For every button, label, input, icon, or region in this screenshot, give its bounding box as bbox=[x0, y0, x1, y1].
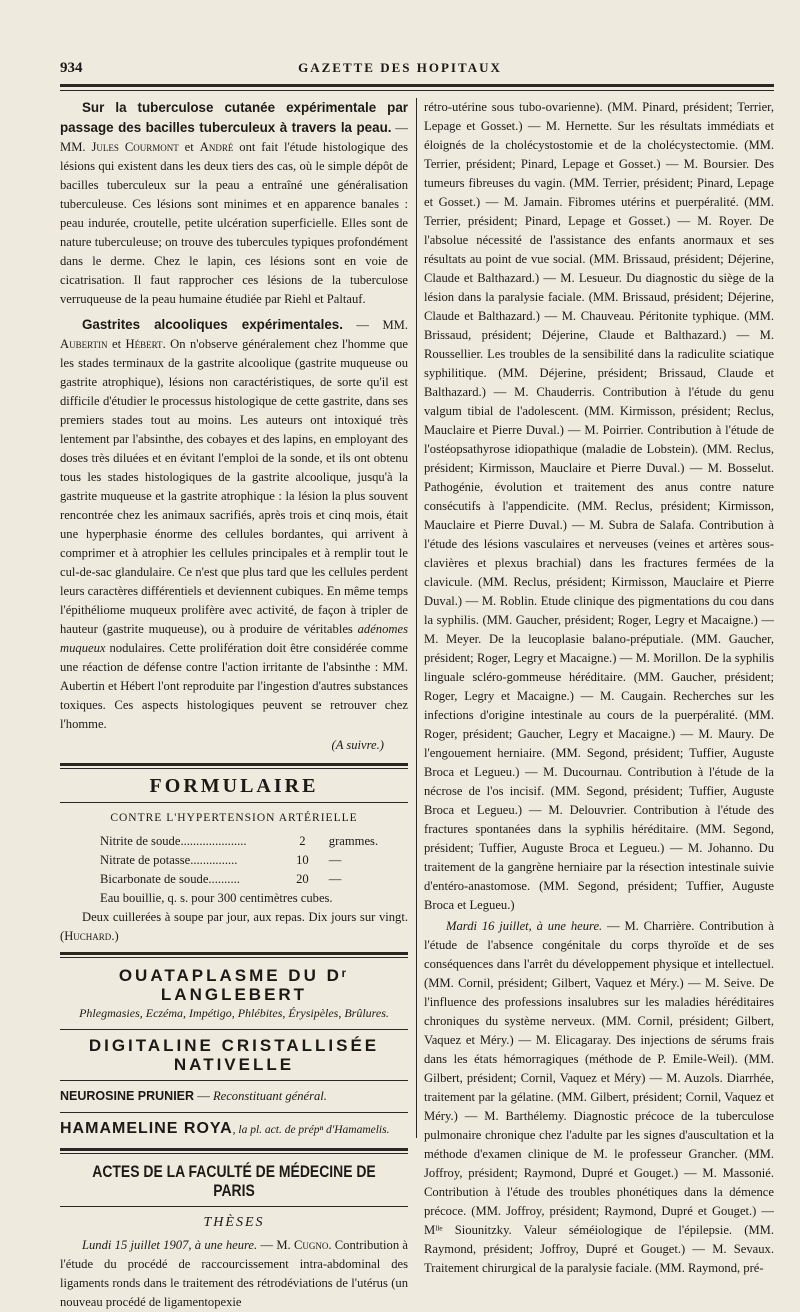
quantity: 2 bbox=[299, 834, 306, 848]
author-name: Cugno bbox=[293, 1238, 329, 1252]
ad-ouataplasme-sub: Phlegmasies, Eczéma, Impétigo, Phlébites, Érysipèles, Brûlures. bbox=[79, 1006, 389, 1020]
quantity: 20 bbox=[296, 872, 309, 886]
ingredient: Nitrite de soude..................... bbox=[100, 834, 247, 848]
ad-rule-thin bbox=[60, 1029, 408, 1030]
unit: — bbox=[328, 872, 342, 886]
dash: — bbox=[194, 1089, 213, 1103]
unit: — bbox=[328, 853, 342, 867]
page-number: 934 bbox=[60, 60, 83, 76]
article-body: ont fait l'étude histologique des lésions qui existent dans les deux tiers des cas, où le simple dépôt de bacilles tuberculeux sur la peau a entraîné une généralisation tuberculeuse. Ces lésions sont minimes et en apparence banales : peau indurée, croutelle, petite ulcération superficielle. Elles sont de nature tuberculeuse; on trouve des tubercules typiques profondément dans le derme. Chez le lapin, ces lésions sont en voie de cicatrisation. Il faut rapprocher ces lésions de la tuberculose verruqueuse de la peau humaine étudiée par Riehl et Paltauf. bbox=[60, 140, 408, 306]
formula-row bbox=[60, 851, 408, 870]
punctuation: .) bbox=[111, 929, 119, 943]
session-date: Mardi 16 juillet, à une heure. bbox=[446, 919, 603, 933]
ad-digitaline: DIGITALINE CRISTALLISÉE NATIVELLE bbox=[88, 1036, 380, 1074]
author-name: Huchard bbox=[64, 929, 112, 943]
ingredient: Bicarbonate de soude.......... bbox=[100, 872, 240, 886]
session-date: Lundi 15 juillet 1907, à une heure. bbox=[82, 1238, 258, 1252]
ad-hamameline-sub: , la pl. act. de prépⁿ d'Hamamelis. bbox=[232, 1124, 390, 1136]
column-divider bbox=[416, 98, 417, 1138]
header-rule-thin bbox=[60, 90, 774, 91]
running-title: GAZETTE DES HOPITAUX bbox=[298, 60, 502, 75]
section-rule-thin bbox=[60, 802, 408, 803]
section-rule bbox=[60, 763, 408, 769]
formula-row bbox=[60, 832, 408, 851]
quantity: 10 bbox=[296, 853, 309, 867]
ad-rule-thin bbox=[60, 1112, 408, 1113]
author-name: Aubertin bbox=[60, 337, 108, 351]
right-column bbox=[424, 98, 774, 1278]
section-rule-thin bbox=[60, 1206, 408, 1207]
theses-list-monday: rétro-utérine sous tubo-ovarienne). (MM. Pinard, président; Terrier, Lepage et Gosset.) — M. Hernette. Sur les résultats immédiats et éloignés de la cholécystostomie et de la cholécystectomie. (MM. Terrier, président; Pinard, Lepage et Gosset.) — M. Boursier. Des tumeurs fibreuses du vagin. (MM. Terrier, président; Pinard, Lepage et Gosset.) — M. Jamain. Fibromes utérins et puerpéralité. (MM. Terrier, président; Pinard, Lepage et Gosset.) — M. Royer. De l'absolue nécessité de l'assistance des enfants anormaux et ses résultats au point de vue social. (MM. Brissaud, président; Déjerine, Claude et Balthazard.) — M. Lesueur. Du diagnostic du siège de la lésion dans la paralysie faciale. (MM. Brissaud, président; Déjerine, Claude et Balthazard.) — M. Chauveau. Péritonite typhique. (MM. Brissaud, président; Déjerine, Claude et Balthazard.) — M. Roussellier. Les troubles de la sensibilité dans la radiculite sciatique syphilitique. (MM. Déjerine, président; Brissaud, Claude et Balthazard.) — M. Chauderris. Contribution à l'étude du genu valgum tibial de l'adolescent. (MM. Kirmisson, président; Reclus, Mauclaire et Pierre Duval.) — M. Poirrier. Contribution à l'étude de l'ostéopsathyrose idiopathique (maladie de Lobstein). (MM. Reclus, président; Kirmisson, Mauclaire et Pierre Duval.) — M. Bosselut. Pathogénie, évolution et traitement des anus contre nature consécutifs à l'appendicite. (MM. Reclus, président; Kirmisson, Mauclaire et Pierre Duval.) — M. Subra de Salafa. Contribution à l'étude des lésions vasculaires et nerveuses (veines et artères sous-clavières et plexus brachial) dans les fractures fermées de la clavicule. (MM. Reclus, président; Kirmisson, Mauclaire et Pierre Duval.) — M. Roblin. Etude clinique des pigmentations du cou dans la syphilis. (MM. Gaucher, président; Roger, Legry et Macaigne.) — M. Meyer. De la leucoplasie balano-préputiale. (MM. Gaucher, président; Roger, Legry et Macaigne.) — M. Morillon. De la syphilis linguale scléro-gommeuse héréditaire. (MM. Gaucher, président; Roger, Legry et Macaigne.) — M. Caugain. Recherches sur les infections d'origine intestinale au cours de la puerpéralité. (MM. Roger, président; Gaucher, Legry et Macaigne.) — M. Maury. De l'engouement herniaire. (MM. Segond, président; Tuffier, Auguste Broca et Legueu.) — M. Ducournau. Contribution à l'étude de la nécrose de l'os incisif. (MM. Segond, président; Tuffier, Auguste Broca et Legueu.) — M. Delouvrier. Contribution à l'étude des fractures spontanées dans la syphilis héréditaire. (MM. Segond, président; Tuffier, Auguste Broca et Legueu.) — M. Johanno. Du traitement de la gangrène herniaire par la résection intestinale suivie d'entéro-anastomose. (MM. Segond, président; Tuffier, Auguste Broca et Legueu.) bbox=[424, 100, 774, 912]
article-headline: Sur la tuberculose cutanée expérimentale par passage des bacilles tuberculeux à travers la peau. bbox=[60, 100, 408, 135]
left-column bbox=[60, 98, 408, 1312]
article-headline: Gastrites alcooliques expérimentales. bbox=[82, 317, 343, 332]
dash: — MM. bbox=[342, 318, 408, 332]
theses-heading: THÈSES bbox=[203, 1215, 265, 1230]
formula-water: Eau bouillie, q. s. pour 300 centimètres cubes. bbox=[100, 891, 333, 905]
article-tuberculose bbox=[60, 98, 408, 309]
dash: — MM. bbox=[60, 121, 408, 154]
unit: grammes. bbox=[328, 834, 379, 848]
article-gastrites bbox=[60, 315, 408, 734]
author-name: Jules Courmont bbox=[91, 140, 179, 154]
formula-subtitle: CONTRE L'HYPERTENSION ARTÉRIELLE bbox=[110, 812, 358, 824]
theses-body: . Contribution à l'étude du procédé de raccourcissement intra-abdominal des ligaments ronds dans le traitement des rétrodéviations de l'utérus (un nouveau procédé de ligamentopexie bbox=[60, 1238, 409, 1309]
dosage-text: Deux cuillerées à soupe par jour, aux repas. Dix jours sur vingt. ( bbox=[60, 910, 408, 943]
ad-neurosine-sub: Reconstituant général. bbox=[212, 1089, 327, 1103]
theses-list-tuesday bbox=[424, 917, 774, 1278]
theses-body: — M. Charrière. Contribution à l'étude de l'absence congénitale du corps thyroïde et de ses conséquences dans l'arrêt du développement physique et intellectuel. (MM. Cornil, président; Gilbert, Vaquez et Méry.) — M. Seive. De l'influence des professions insalubres sur les maladies héréditaires chroniques du système nerveux. (MM. Cornil, président; Gilbert, Vaquez et Méry.) — M. Elicagaray. Des injections de sérums frais dans les états hémorragiques (méthode de P. Emile-Weil). (MM. Gilbert, président; Cornil, Vaquez et Méry) — M. Auzols. Diarrhée, traitement par la gélatine. (MM. Gilbert, président; Cornil, Vaquez et Méry.) — M. Barthélemy. Diagnostic précoce de la tuberculose pulmonaire chronique chez l'adulte par les signes d'auscultation et la méthode d'examen clinique de M. le professeur Grancher. (MM. Joffroy, président; Raymond, Dupré et Gouget.) — M. Massonié. Contribution à l'étude des troubles phonétiques dans la démence précoce. (MM. Joffroy, président; Raymond, Dupré et Gouget.) — Mˡˡᵉ Siounitzky. Valeur séméiologique de l'épilepsie. (MM. Raymond, président; Joffroy, Dupré et Gouget.) — M. Sevaux. Traitement chirurgical de la paralysie faciale. (MM. Raymond, pré- bbox=[424, 919, 774, 1275]
ad-hamameline bbox=[60, 1119, 408, 1140]
ad-neurosine-name: NEUROSINE PRUNIER bbox=[60, 1089, 195, 1103]
ad-hamameline-name: HAMAMELINE ROYA bbox=[60, 1120, 233, 1137]
article-body: . On n'observe généralement chez l'homme que les stades terminaux de la gastrite alcoolique (gastrite muqueuse ou gastrite atrophique), lésions non caractéristiques, de sorte qu'il est difficile d'étudier le processus histologique de cette gastrite, dans ses premiers stades tout au moins. Les auteurs ont intoxiqué très lentement par l'absinthe, des cobayes et des lapins, en employant des doses très diluées et en évitant l'emploi de la sonde, et ils ont obtenu tous les stades histologiques de la gastrite alcoolique, jusqu'à la gastrite muqueuse et la gastrite atrophique : la lésion la plus souvent rencontrée chez les animaux sacrifiés, après trois et cinq mois, était une hyperphasie énorme des cellules bordantes, qui arrivent à comprimer et à atrophier les cellules principales et à remplir tout le cul-de-sac glandulaire. Ce n'est que plus tard que les cellules perdent leurs caractères différentiels et deviennent cubiques. En même temps l'épithéliome muqueux prolifère avec activité, de façon à tripler de hauteur (gastrite muqueuse), ou à produire de véritables bbox=[60, 337, 408, 636]
ad-neurosine bbox=[60, 1087, 408, 1106]
author-name: Hébert bbox=[125, 337, 163, 351]
author-name: André bbox=[199, 140, 234, 154]
ad-rule bbox=[60, 952, 408, 958]
conjunction: et bbox=[107, 337, 126, 351]
header-rule bbox=[60, 84, 774, 87]
theses-entry bbox=[60, 1236, 408, 1312]
article-body: nodulaires. Cette prolifération doit être considérée comme une réaction de défense contre l'action irritante de l'absinthe : MM. Aubertin et Hébert l'ont reproduite par l'ingestion d'autres substances toxiques. Ces aspects histologiques peuvent se retrouver chez l'homme. bbox=[60, 641, 408, 731]
dash: — M. bbox=[257, 1238, 294, 1252]
conjunction: et bbox=[178, 140, 200, 154]
ad-rule-thin bbox=[60, 1080, 408, 1081]
actes-title: ACTES DE LA FACULTÉ DE MÉDECINE DE PARIS bbox=[92, 1162, 376, 1200]
ad-ouataplasme: OUATAPLASME DU Dʳ LANGLEBERT bbox=[118, 966, 350, 1004]
ingredient: Nitrate de potasse............... bbox=[100, 853, 238, 867]
continued-note: (A suivre.) bbox=[331, 738, 384, 752]
formulaire-title: FORMULAIRE bbox=[149, 775, 319, 797]
formula-dosage bbox=[60, 908, 408, 946]
section-rule bbox=[60, 1148, 408, 1154]
italic-term: adénomes muqueux bbox=[60, 622, 408, 655]
formula-row bbox=[60, 870, 408, 889]
